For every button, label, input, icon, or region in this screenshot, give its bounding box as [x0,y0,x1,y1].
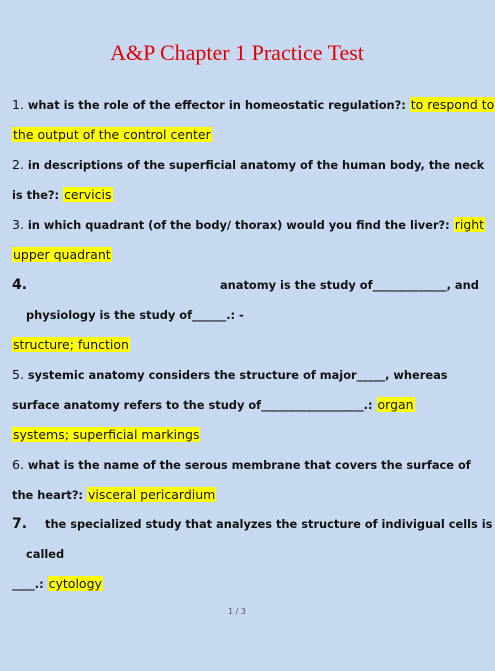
question-3-line-2 [12,244,112,266]
question-number: 5. [12,367,24,382]
answer-highlight: cervicis [64,187,112,202]
question-text: in descriptions of the superficial anatomy of the human body, the neck [27,158,485,172]
answer-highlight: to respond to [410,97,495,112]
question-7-line-3 [12,573,103,595]
question-number: 3. [12,217,24,232]
question-6-line-1 [12,454,471,476]
question-number: 6. [12,457,24,472]
answer-highlight: the output of the control center [13,127,211,142]
question-5-line-3 [12,424,200,446]
answer-highlight: structure; function [13,337,129,352]
question-text: the heart?: [12,488,83,502]
question-text: physiology is the study of______.: - [26,308,244,322]
question-number: 7. [12,516,28,532]
question-text: ____.: [12,577,44,591]
question-text: what is the name of the serous membrane that covers the surface of [27,458,471,472]
answer-highlight: organ [377,397,414,412]
question-number: 1. [12,97,24,112]
answer-highlight: visceral pericardium [87,487,216,502]
question-1-line-2 [12,124,212,146]
answer-highlight: cytology [48,576,102,591]
question-2-line-2 [12,184,113,206]
question-text: called [26,547,65,561]
question-text: systemic anatomy considers the structure of major_____, whereas [27,368,448,382]
question-1-line-1 [12,94,495,116]
question-text: anatomy is the study of_____________, and [220,278,479,292]
question-7-line-2 [26,543,64,565]
answer-highlight: upper quadrant [13,247,111,262]
question-7-line-1 [12,513,492,535]
question-number: 2. [12,157,24,172]
question-text: the specialized study that analyzes the structure of indivigual cells is [45,517,493,531]
answer-highlight: systems; superficial markings [13,427,200,442]
question-text: in which quadrant (of the body/ thorax) would you find the liver?: [27,218,450,232]
question-4-number: 4. [12,277,28,293]
question-4-line-2 [26,304,244,326]
question-6-line-2 [12,484,216,506]
question-5-line-2 [12,394,415,416]
question-5-line-1 [12,364,448,386]
question-3-line-1 [12,214,485,236]
question-text: is the?: [12,188,60,202]
question-4-line-3 [12,334,130,356]
question-text: surface anatomy refers to the study of__________________.: [12,398,373,412]
question-text: what is the role of the effector in homeostatic regulation?: [27,98,406,112]
question-4-line-1 [220,274,479,296]
page-title: A&P Chapter 1 Practice Test [110,40,364,65]
answer-highlight: right [454,217,485,232]
page-indicator: 1 / 3 [228,607,246,616]
question-2-line-1 [12,154,484,176]
